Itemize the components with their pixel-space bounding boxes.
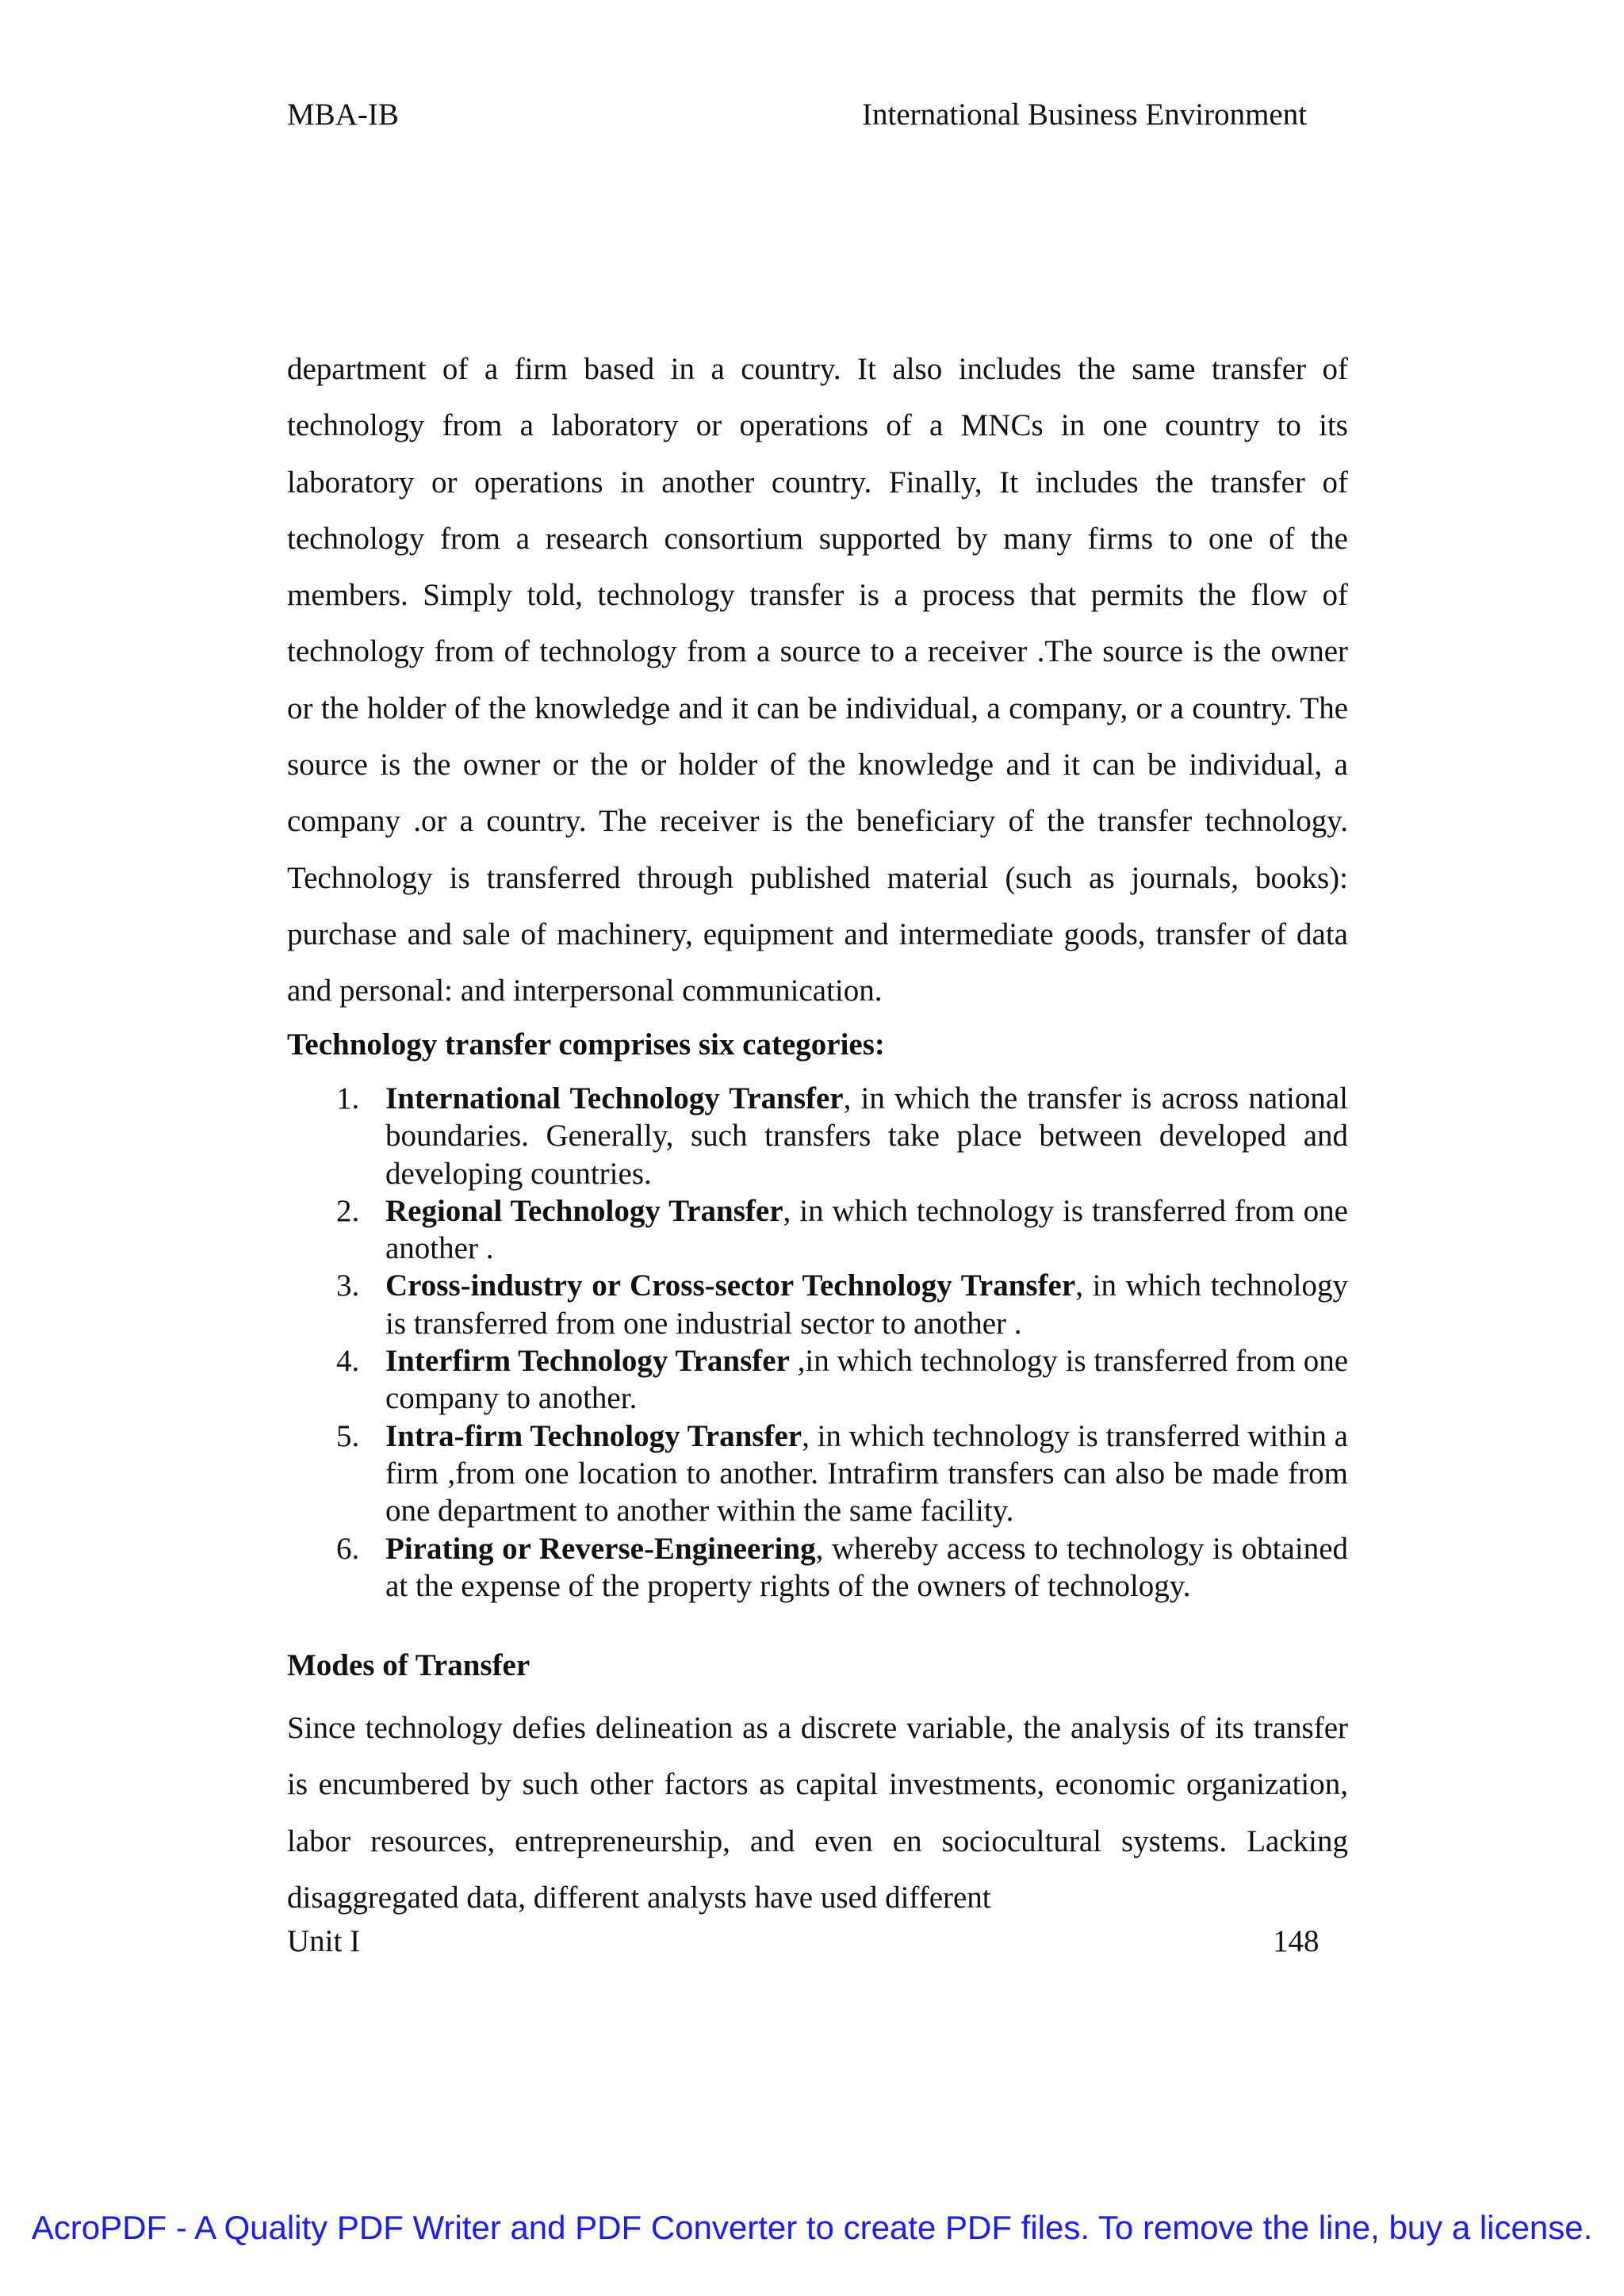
list-item [287,1418,1348,1530]
footer-unit-label: Unit I [287,1924,361,1958]
list-item-term: Regional Technology Transfer [385,1193,783,1228]
list-item-number: 3. [336,1269,360,1303]
categories-heading: Technology transfer comprises six categories: [287,1027,885,1062]
list-item-term: Interfirm Technology Transfer [385,1344,790,1379]
header-subject-title: International Business Environment [862,98,1308,132]
modes-heading: Modes of Transfer [287,1648,530,1682]
list-item-number: 2. [336,1193,360,1228]
list-item-text: , whereby access to technology is obtained at the expense of the property rights of the owners of technology. [385,1531,1349,1603]
list-item-text: , in which technology is transferred from one another . [385,1193,1348,1266]
header-course-title: MBA-IB [287,98,399,132]
list-item-text: ,in which technology is transferred from one company to another. [385,1344,1349,1416]
list-item-text: , in which the transfer is across national boundaries. Generally, such transfers take place between developed and developing countries. [385,1081,1348,1191]
list-item-number: 6. [336,1531,360,1566]
list-item-text: , in which technology is transferred within a firm ,from one location to another. Intrafirm transfers can also be made from one department to another within the same facility. [385,1418,1348,1529]
list-item [287,1267,1348,1342]
list-item [287,1192,1348,1268]
list-item-text: , in which technology is transferred from one industrial sector to another . [385,1269,1348,1341]
list-item [287,1342,1348,1418]
list-item-term: Intra-firm Technology Transfer [385,1418,802,1453]
list-item-term: Cross-industry or Cross-sector Technology Transfer [385,1269,1076,1303]
list-item-number: 5. [336,1418,360,1453]
list-item [287,1530,1348,1605]
list-item-number: 4. [336,1344,360,1379]
list-item-term: Pirating or Reverse-Engineering [385,1531,816,1566]
footer-page-number: 148 [1273,1924,1320,1958]
list-item [287,1080,1348,1192]
list-item-term: International Technology Transfer [385,1081,844,1115]
list-item-number: 1. [336,1081,360,1115]
body-paragraph-1: department of a firm based in a country. It also includes the same transfer of technology from a laboratory or operations of a MNCs in one country to its laboratory or operations in another country. Finally, It includes the transfer of technology from a research consortium supported by many firms to one of the members. Simply told, technology transfer is a process that permits the flow of technology from of technology from a source to a receiver .The source is the owner or the holder of the knowledge and it can be individual, a company, or a country. The source is the owner or the or holder of the knowledge and it can be individual, a company .or a country. The receiver is the beneficiary of the transfer technology. Technology is transferred through published material (such as journals, books): purchase and sale of machinery, equipment and intermediate goods, transfer of data and personal: and interpersonal communication. [287,352,1348,1008]
body-paragraph-2: Since technology defies delineation as a discrete variable, the analysis of its transfer is encumbered by such other factors as capital investments, economic organization, labor resources, entrepreneurship, and even en sociocultural systems. Lacking disaggregated data, different analysts have used different [287,1711,1348,1915]
watermark-banner: AcroPDF - A Quality PDF Writer and PDF Converter to create PDF files. To remove the line, buy a license. [31,2209,1593,2246]
categories-list [287,1080,1348,1605]
